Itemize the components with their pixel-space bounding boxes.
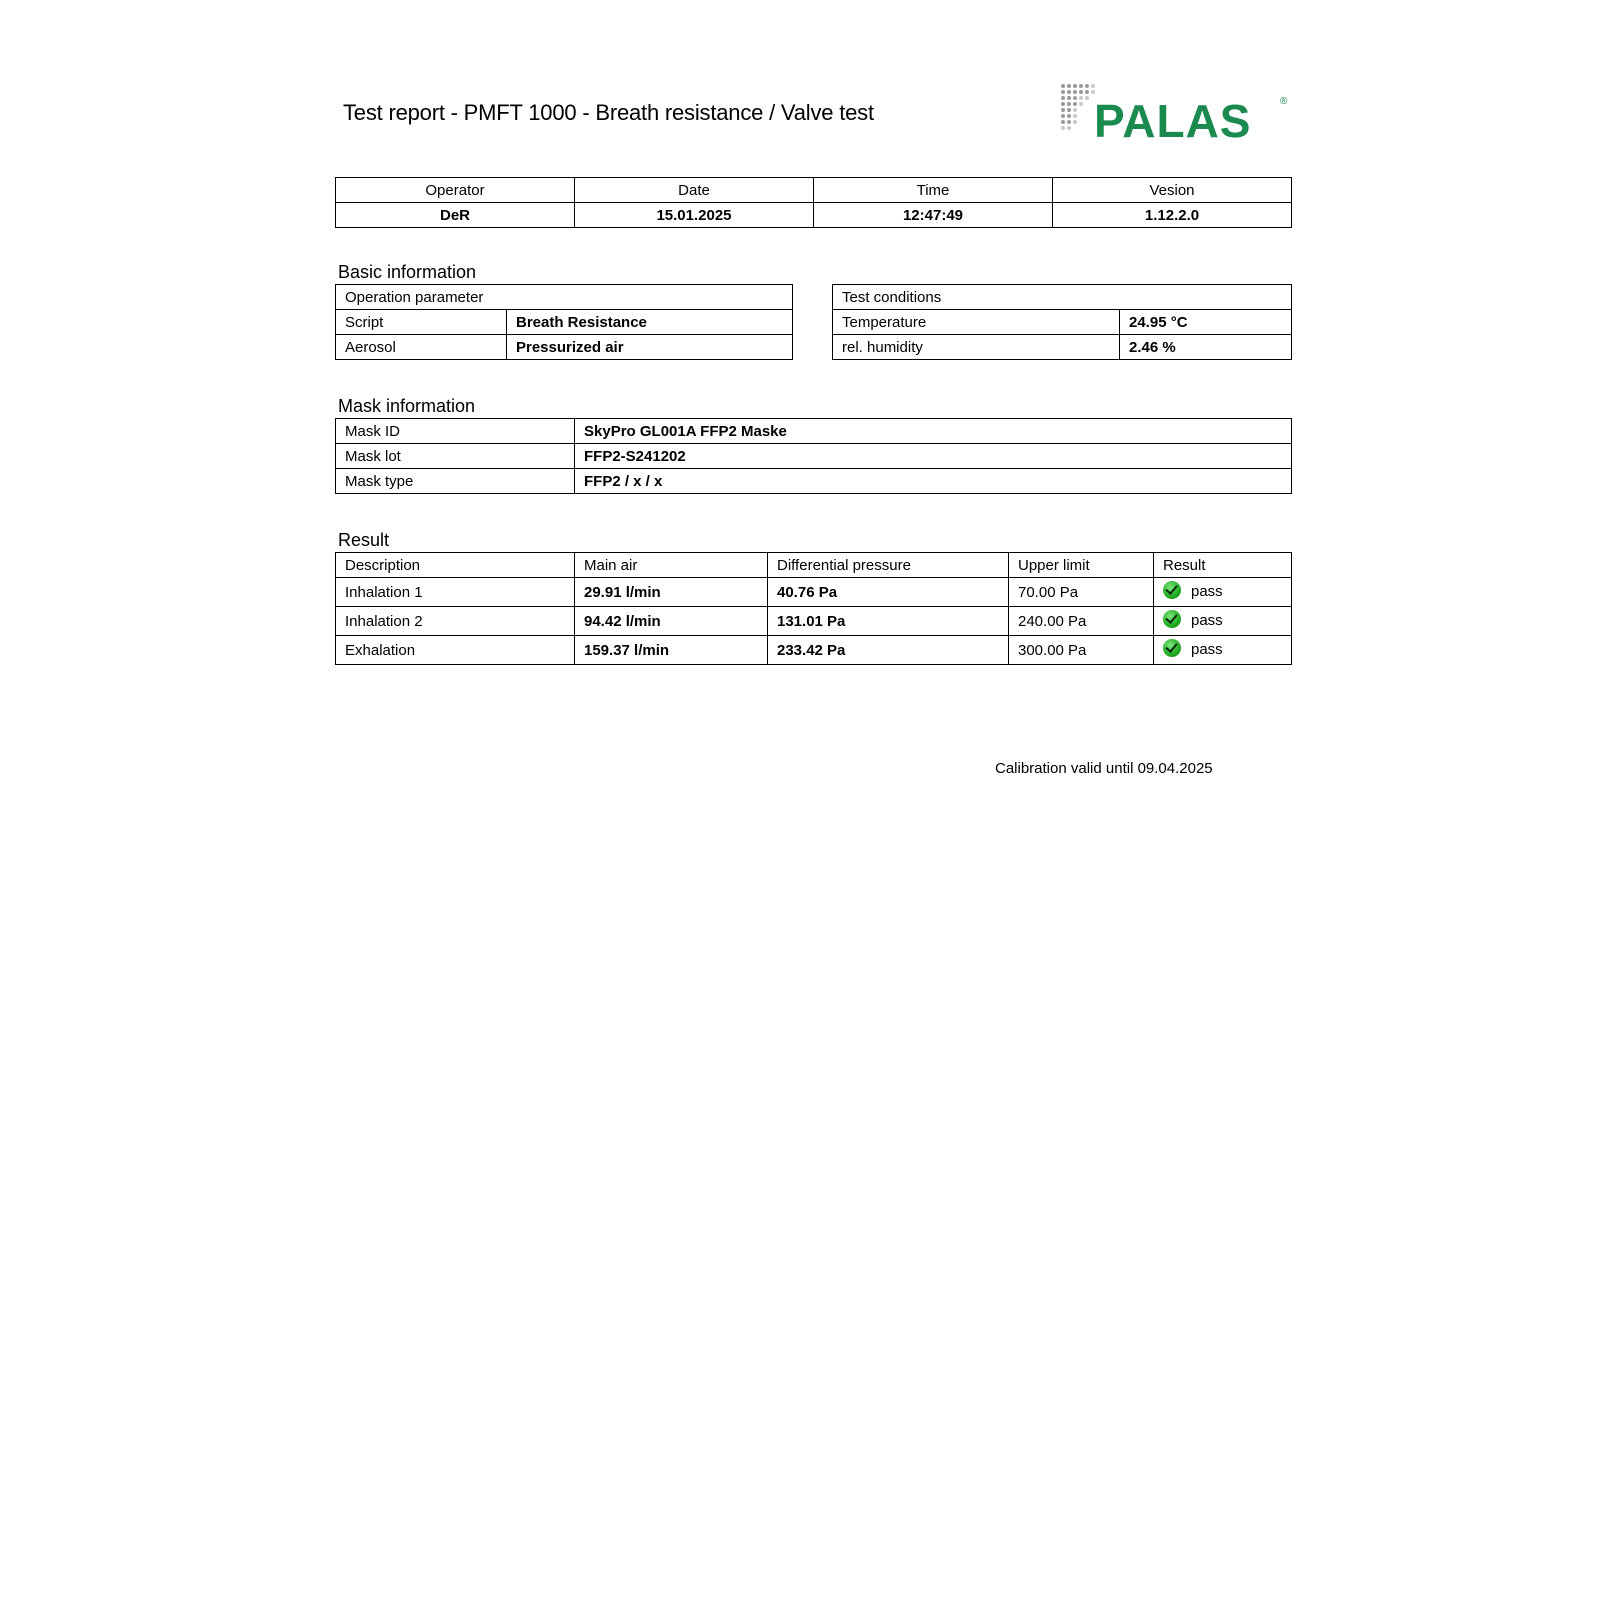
humidity-label: rel. humidity	[833, 335, 1120, 360]
aerosol-value: Pressurized air	[507, 335, 793, 360]
mask-id-value: SkyPro GL001A FFP2 Maske	[575, 419, 1292, 444]
logo-registered-mark: ®	[1280, 96, 1288, 107]
mask-id-label: Mask ID	[336, 419, 575, 444]
header-time-label: Time	[814, 178, 1053, 203]
report-title: Test report - PMFT 1000 - Breath resistance / Valve test	[343, 100, 874, 125]
row-differential-pressure: 40.76 Pa	[768, 578, 1009, 607]
result-col-result: Result	[1154, 553, 1292, 578]
row-result-text: pass	[1191, 582, 1223, 600]
row-upper-limit: 70.00 Pa	[1009, 578, 1154, 607]
mask-type-value: FFP2 / x / x	[575, 469, 1292, 494]
aerosol-label: Aerosol	[336, 335, 507, 360]
operation-parameter-title: Operation parameter	[336, 285, 793, 310]
row-upper-limit: 240.00 Pa	[1009, 607, 1154, 636]
header-operator-label: Operator	[336, 178, 575, 203]
table-row	[336, 578, 1292, 607]
mask-information-heading: Mask information	[338, 396, 476, 416]
row-description: Inhalation 2	[336, 607, 575, 636]
header-version-value: 1.12.2.0	[1053, 203, 1292, 228]
row-result-text: pass	[1191, 611, 1223, 629]
logo-wordmark: PALAS	[1094, 95, 1252, 147]
temperature-value: 24.95 °C	[1120, 310, 1292, 335]
palas-logo	[1060, 82, 1300, 148]
calibration-note: Calibration valid until 09.04.2025	[995, 760, 1213, 777]
header-date-value: 15.01.2025	[575, 203, 814, 228]
report-header-table	[335, 177, 1292, 228]
mask-type-label: Mask type	[336, 469, 575, 494]
test-conditions-title: Test conditions	[833, 285, 1292, 310]
row-result-text: pass	[1191, 640, 1223, 658]
green-check-icon	[1163, 610, 1181, 628]
script-label: Script	[336, 310, 507, 335]
table-row	[336, 636, 1292, 665]
mask-lot-value: FFP2-S241202	[575, 444, 1292, 469]
row-differential-pressure: 131.01 Pa	[768, 607, 1009, 636]
mask-lot-label: Mask lot	[336, 444, 575, 469]
header-time-value: 12:47:49	[814, 203, 1053, 228]
operation-parameter-table	[335, 284, 793, 360]
row-main-air: 94.42 l/min	[575, 607, 768, 636]
row-description: Exhalation	[336, 636, 575, 665]
temperature-label: Temperature	[833, 310, 1120, 335]
test-conditions-table	[832, 284, 1292, 360]
result-col-upper-limit: Upper limit	[1009, 553, 1154, 578]
result-heading: Result	[338, 530, 390, 550]
basic-information-heading: Basic information	[338, 262, 477, 282]
row-result	[1154, 636, 1292, 665]
row-upper-limit: 300.00 Pa	[1009, 636, 1154, 665]
result-table	[335, 552, 1292, 665]
result-col-differential-pressure: Differential pressure	[768, 553, 1009, 578]
row-description: Inhalation 1	[336, 578, 575, 607]
result-col-description: Description	[336, 553, 575, 578]
row-main-air: 159.37 l/min	[575, 636, 768, 665]
header-date-label: Date	[575, 178, 814, 203]
result-col-main-air: Main air	[575, 553, 768, 578]
header-operator-value: DeR	[336, 203, 575, 228]
table-row	[336, 607, 1292, 636]
green-check-icon	[1163, 581, 1181, 599]
green-check-icon	[1163, 639, 1181, 657]
script-value: Breath Resistance	[507, 310, 793, 335]
header-version-label: Vesion	[1053, 178, 1292, 203]
humidity-value: 2.46 %	[1120, 335, 1292, 360]
row-result	[1154, 607, 1292, 636]
row-differential-pressure: 233.42 Pa	[768, 636, 1009, 665]
row-result	[1154, 578, 1292, 607]
row-main-air: 29.91 l/min	[575, 578, 768, 607]
mask-information-table	[335, 418, 1292, 494]
